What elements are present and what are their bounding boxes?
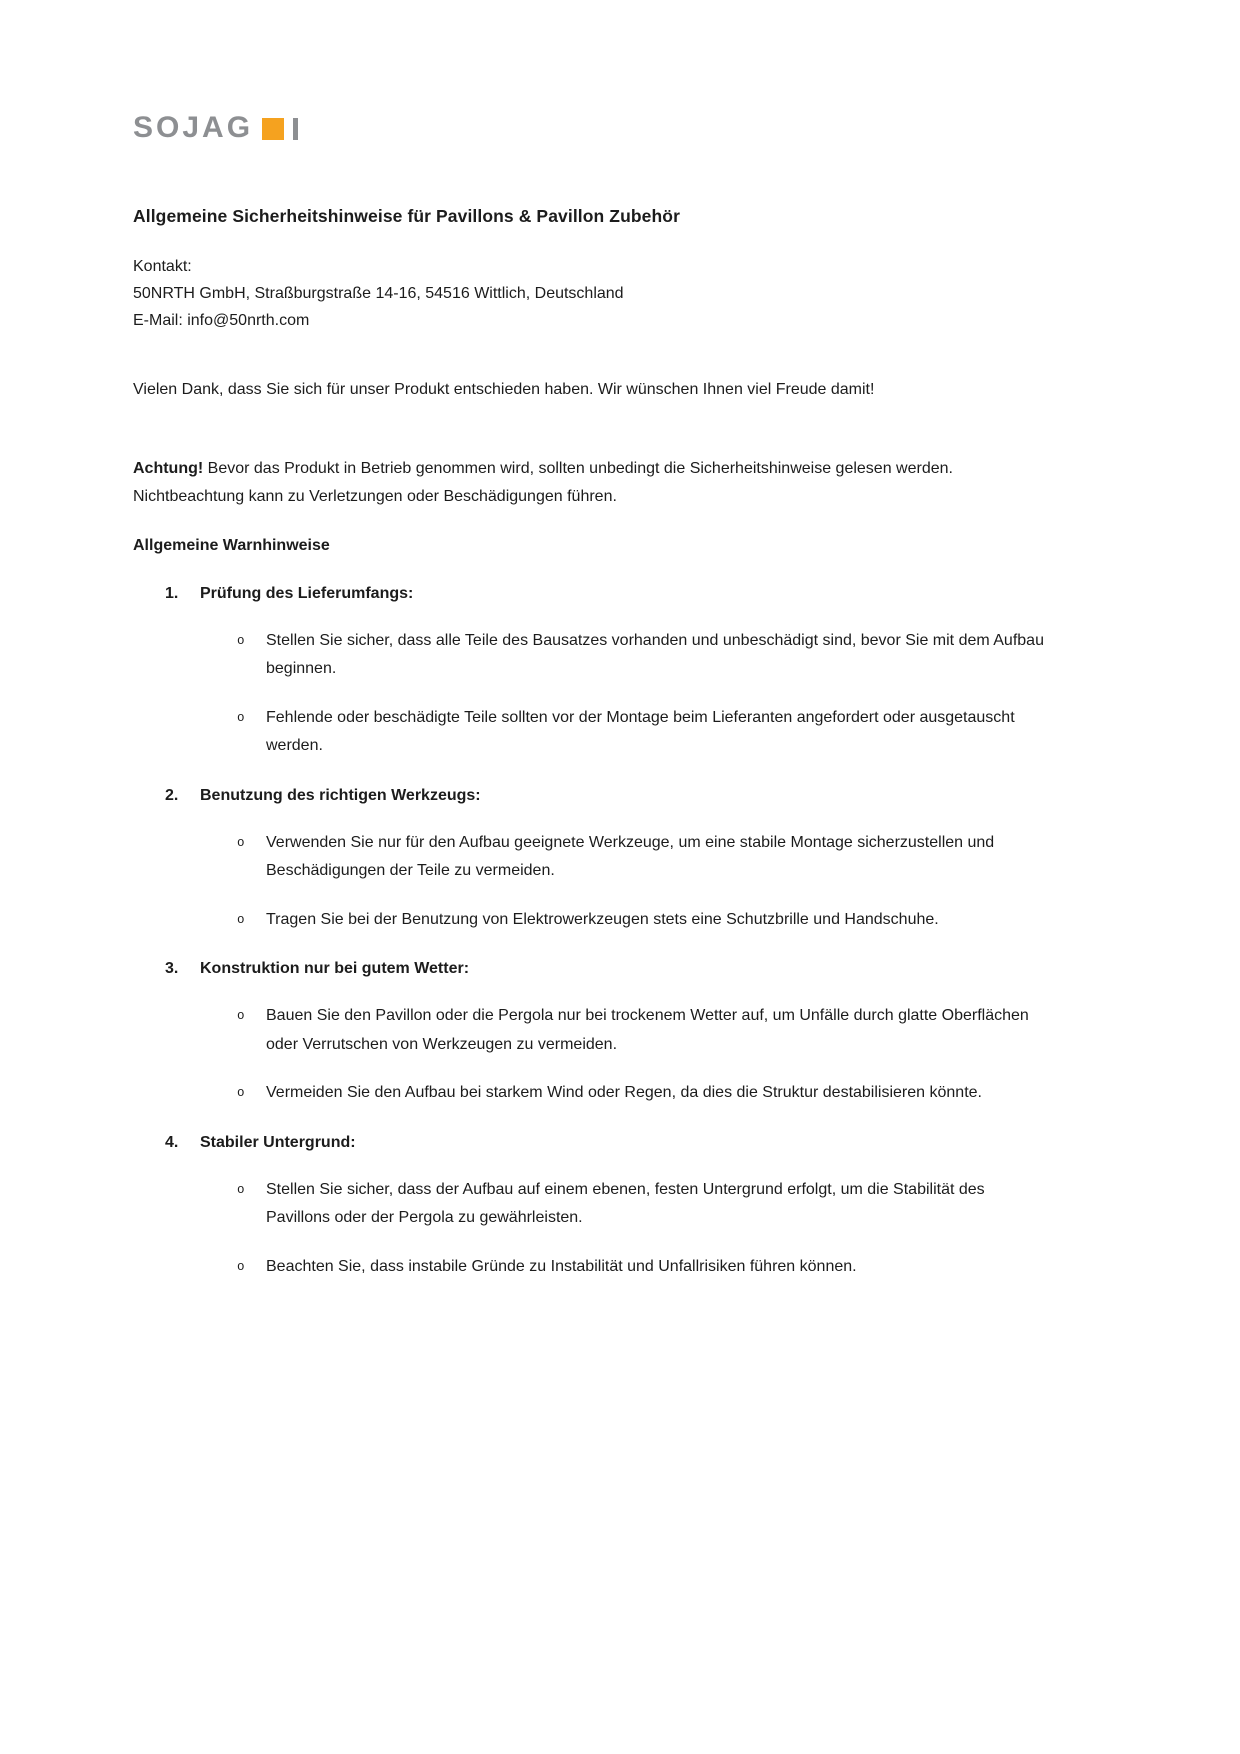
list-item-heading: Stabiler Untergrund:: [200, 1133, 356, 1151]
bullet-item: [133, 1002, 1053, 1059]
intro-paragraph: Vielen Dank, dass Sie sich für unser Produkt entschieden haben. Wir wünschen Ihnen viel Freude damit!: [133, 381, 875, 398]
sojag-logo: [133, 111, 1053, 144]
sojag-logo-text: SOJAG: [133, 111, 254, 144]
list-item-heading-row: [133, 783, 1053, 809]
list-item-number: 3.: [165, 960, 179, 977]
bullet-item: [133, 704, 1053, 761]
circle-bullet-icon: o: [237, 912, 245, 927]
bullet-item: [133, 1079, 1053, 1108]
section-heading: Allgemeine Warnhinweise: [133, 536, 330, 554]
warning-list: [133, 581, 1053, 1282]
contact-block: [133, 253, 1053, 334]
list-item-number: 2.: [165, 786, 179, 804]
circle-bullet-icon: o: [237, 1086, 245, 1100]
contact-company-line: 50NRTH GmbH, Straßburgstraße 14-16, 54516 Wittlich, Deutschland: [133, 285, 624, 302]
bullet-text: Bauen Sie den Pavillon oder die Pergola nur bei trockenem Wetter auf, um Unfälle durch glatte Oberflächen oder Verrutschen von Werkzeugen zu vermeiden.: [266, 1007, 1029, 1053]
bullet-text: Tragen Sie bei der Benutzung von Elektrowerkzeugen stets eine Schutzbrille und Handschuhe.: [266, 910, 939, 928]
list-item: [133, 581, 1053, 761]
bullet-text: Stellen Sie sicher, dass der Aufbau auf einem ebenen, festen Untergrund erfolgt, um die Stabilität des Pavillons oder der Pergola zu gewährleisten.: [266, 1180, 985, 1226]
list-item-number: 1.: [165, 584, 179, 602]
circle-bullet-icon: o: [237, 835, 245, 850]
bullet-text: Fehlende oder beschädigte Teile sollten vor der Montage beim Lieferanten angefordert oder ausgetauscht werden.: [266, 708, 1015, 754]
contact-email-line: E-Mail: info@50nrth.com: [133, 312, 310, 329]
list-item-heading-row: [133, 1130, 1053, 1156]
circle-bullet-icon: o: [237, 1259, 245, 1274]
bullet-text: Beachten Sie, dass instabile Gründe zu Instabilität und Unfallrisiken führen können.: [266, 1257, 857, 1275]
bullet-item: [133, 1176, 1053, 1233]
list-item-heading-row: [133, 956, 1053, 982]
bullet-text: Stellen Sie sicher, dass alle Teile des Bausatzes vorhanden und unbeschädigt sind, bevor Sie mit dem Aufbau beginnen.: [266, 631, 1044, 677]
bullet-item: [133, 829, 1053, 886]
list-item-heading: Prüfung des Lieferumfangs:: [200, 584, 414, 602]
circle-bullet-icon: o: [237, 710, 245, 725]
list-item-heading: Konstruktion nur bei gutem Wetter:: [200, 960, 470, 977]
bullet-group: [133, 829, 1053, 935]
logo-gray-bar-icon: [293, 118, 298, 140]
bullet-group: [133, 627, 1053, 761]
circle-bullet-icon: o: [237, 633, 245, 648]
bullet-item: [133, 627, 1053, 684]
bullet-group: [133, 1176, 1053, 1282]
bullet-group: [133, 1002, 1053, 1108]
list-item-number: 4.: [165, 1133, 179, 1151]
list-item: [133, 956, 1053, 1108]
document-page: [133, 111, 1053, 1281]
list-item-heading: Benutzung des richtigen Werkzeugs:: [200, 786, 481, 804]
bullet-item: [133, 906, 1053, 935]
bullet-text: Vermeiden Sie den Aufbau bei starkem Wind oder Regen, da dies die Struktur destabilisieren könnte.: [266, 1084, 982, 1101]
warning-prefix: Achtung!: [133, 459, 204, 477]
warning-paragraph: [133, 455, 1038, 512]
page-title: Allgemeine Sicherheitshinweise für Pavillons & Pavillon Zubehör: [133, 206, 680, 226]
contact-label: Kontakt:: [133, 258, 192, 275]
circle-bullet-icon: o: [237, 1009, 245, 1023]
bullet-text: Verwenden Sie nur für den Aufbau geeignete Werkzeuge, um eine stabile Montage sicherzustellen und Beschädigungen der Teile zu vermeiden.: [266, 833, 995, 879]
list-item-heading-row: [133, 581, 1053, 607]
warning-text: Bevor das Produkt in Betrieb genommen wird, sollten unbedingt die Sicherheitshinweise gelesen werden. Nichtbeachtung kann zu Verletzungen oder Beschädigungen führen.: [133, 459, 953, 505]
list-item: [133, 1130, 1053, 1282]
logo-orange-square-icon: [262, 118, 284, 140]
list-item: [133, 783, 1053, 935]
circle-bullet-icon: o: [237, 1182, 245, 1197]
bullet-item: [133, 1253, 1053, 1282]
